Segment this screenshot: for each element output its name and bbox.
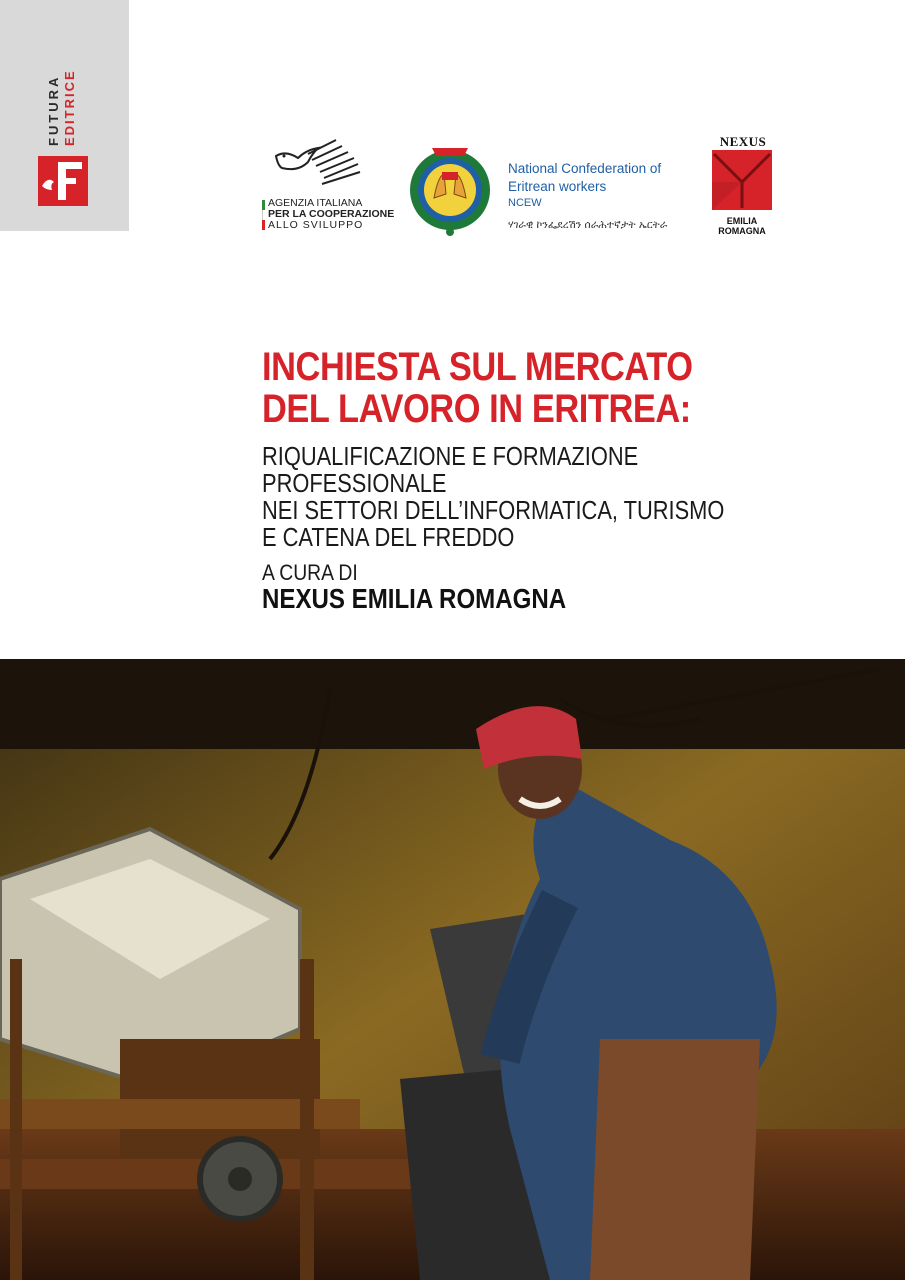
- ncew-wordmark: [508, 160, 667, 234]
- ncew-line-1: National Confederation of: [508, 161, 662, 176]
- aics-line-2: PER LA COOPERAZIONE: [268, 208, 395, 220]
- nexus-logo-subtitle: EMILIA ROMAGNA: [718, 216, 766, 236]
- futura-editrice-logo-icon: [38, 156, 88, 206]
- curator-label: A CURA DI: [262, 560, 358, 585]
- publisher-name-editrice: EDITRICE: [62, 69, 77, 146]
- publisher-strip: [0, 0, 129, 231]
- cover-subtitle-line-1: RIQUALIFICAZIONE E FORMAZIONE PROFESSIONALE: [262, 441, 639, 498]
- nexus-y-logo-icon: [712, 150, 772, 210]
- aics-line-1: AGENZIA ITALIANA: [268, 197, 363, 209]
- aics-line-3: ALLO SVILUPPO: [268, 219, 364, 231]
- curator-name: NEXUS EMILIA ROMAGNA: [262, 583, 567, 614]
- cover-photo-worker-at-mill: [0, 659, 905, 1280]
- cover-subtitle-line-3: E CATENA DEL FREDDO: [262, 522, 515, 552]
- aics-wordmark: [268, 198, 394, 231]
- ncew-line-2: Eritrean workers: [508, 179, 607, 194]
- publisher-name-futura: FUTURA: [46, 74, 61, 146]
- cover-title: [262, 346, 795, 430]
- cover-title-line-2: DEL LAVORO IN ERITREA:: [262, 387, 691, 431]
- aics-flag-bar: [262, 200, 265, 230]
- cover-subtitle-line-2: NEI SETTORI DELL’INFORMATICA, TURISMO: [262, 495, 725, 525]
- ncew-tigrinya-name: ሃገራዊ ኮንፌደረሽን ሰራሕተኛታት ኤርትራ: [508, 219, 668, 231]
- nexus-logo-title: NEXUS: [719, 134, 767, 149]
- cover-subtitle: [262, 443, 816, 551]
- ncew-emblem-icon: [404, 136, 496, 240]
- cover-title-line-1: INCHIESTA SUL MERCATO: [262, 345, 693, 389]
- ncew-acronym: NCEW: [508, 197, 542, 209]
